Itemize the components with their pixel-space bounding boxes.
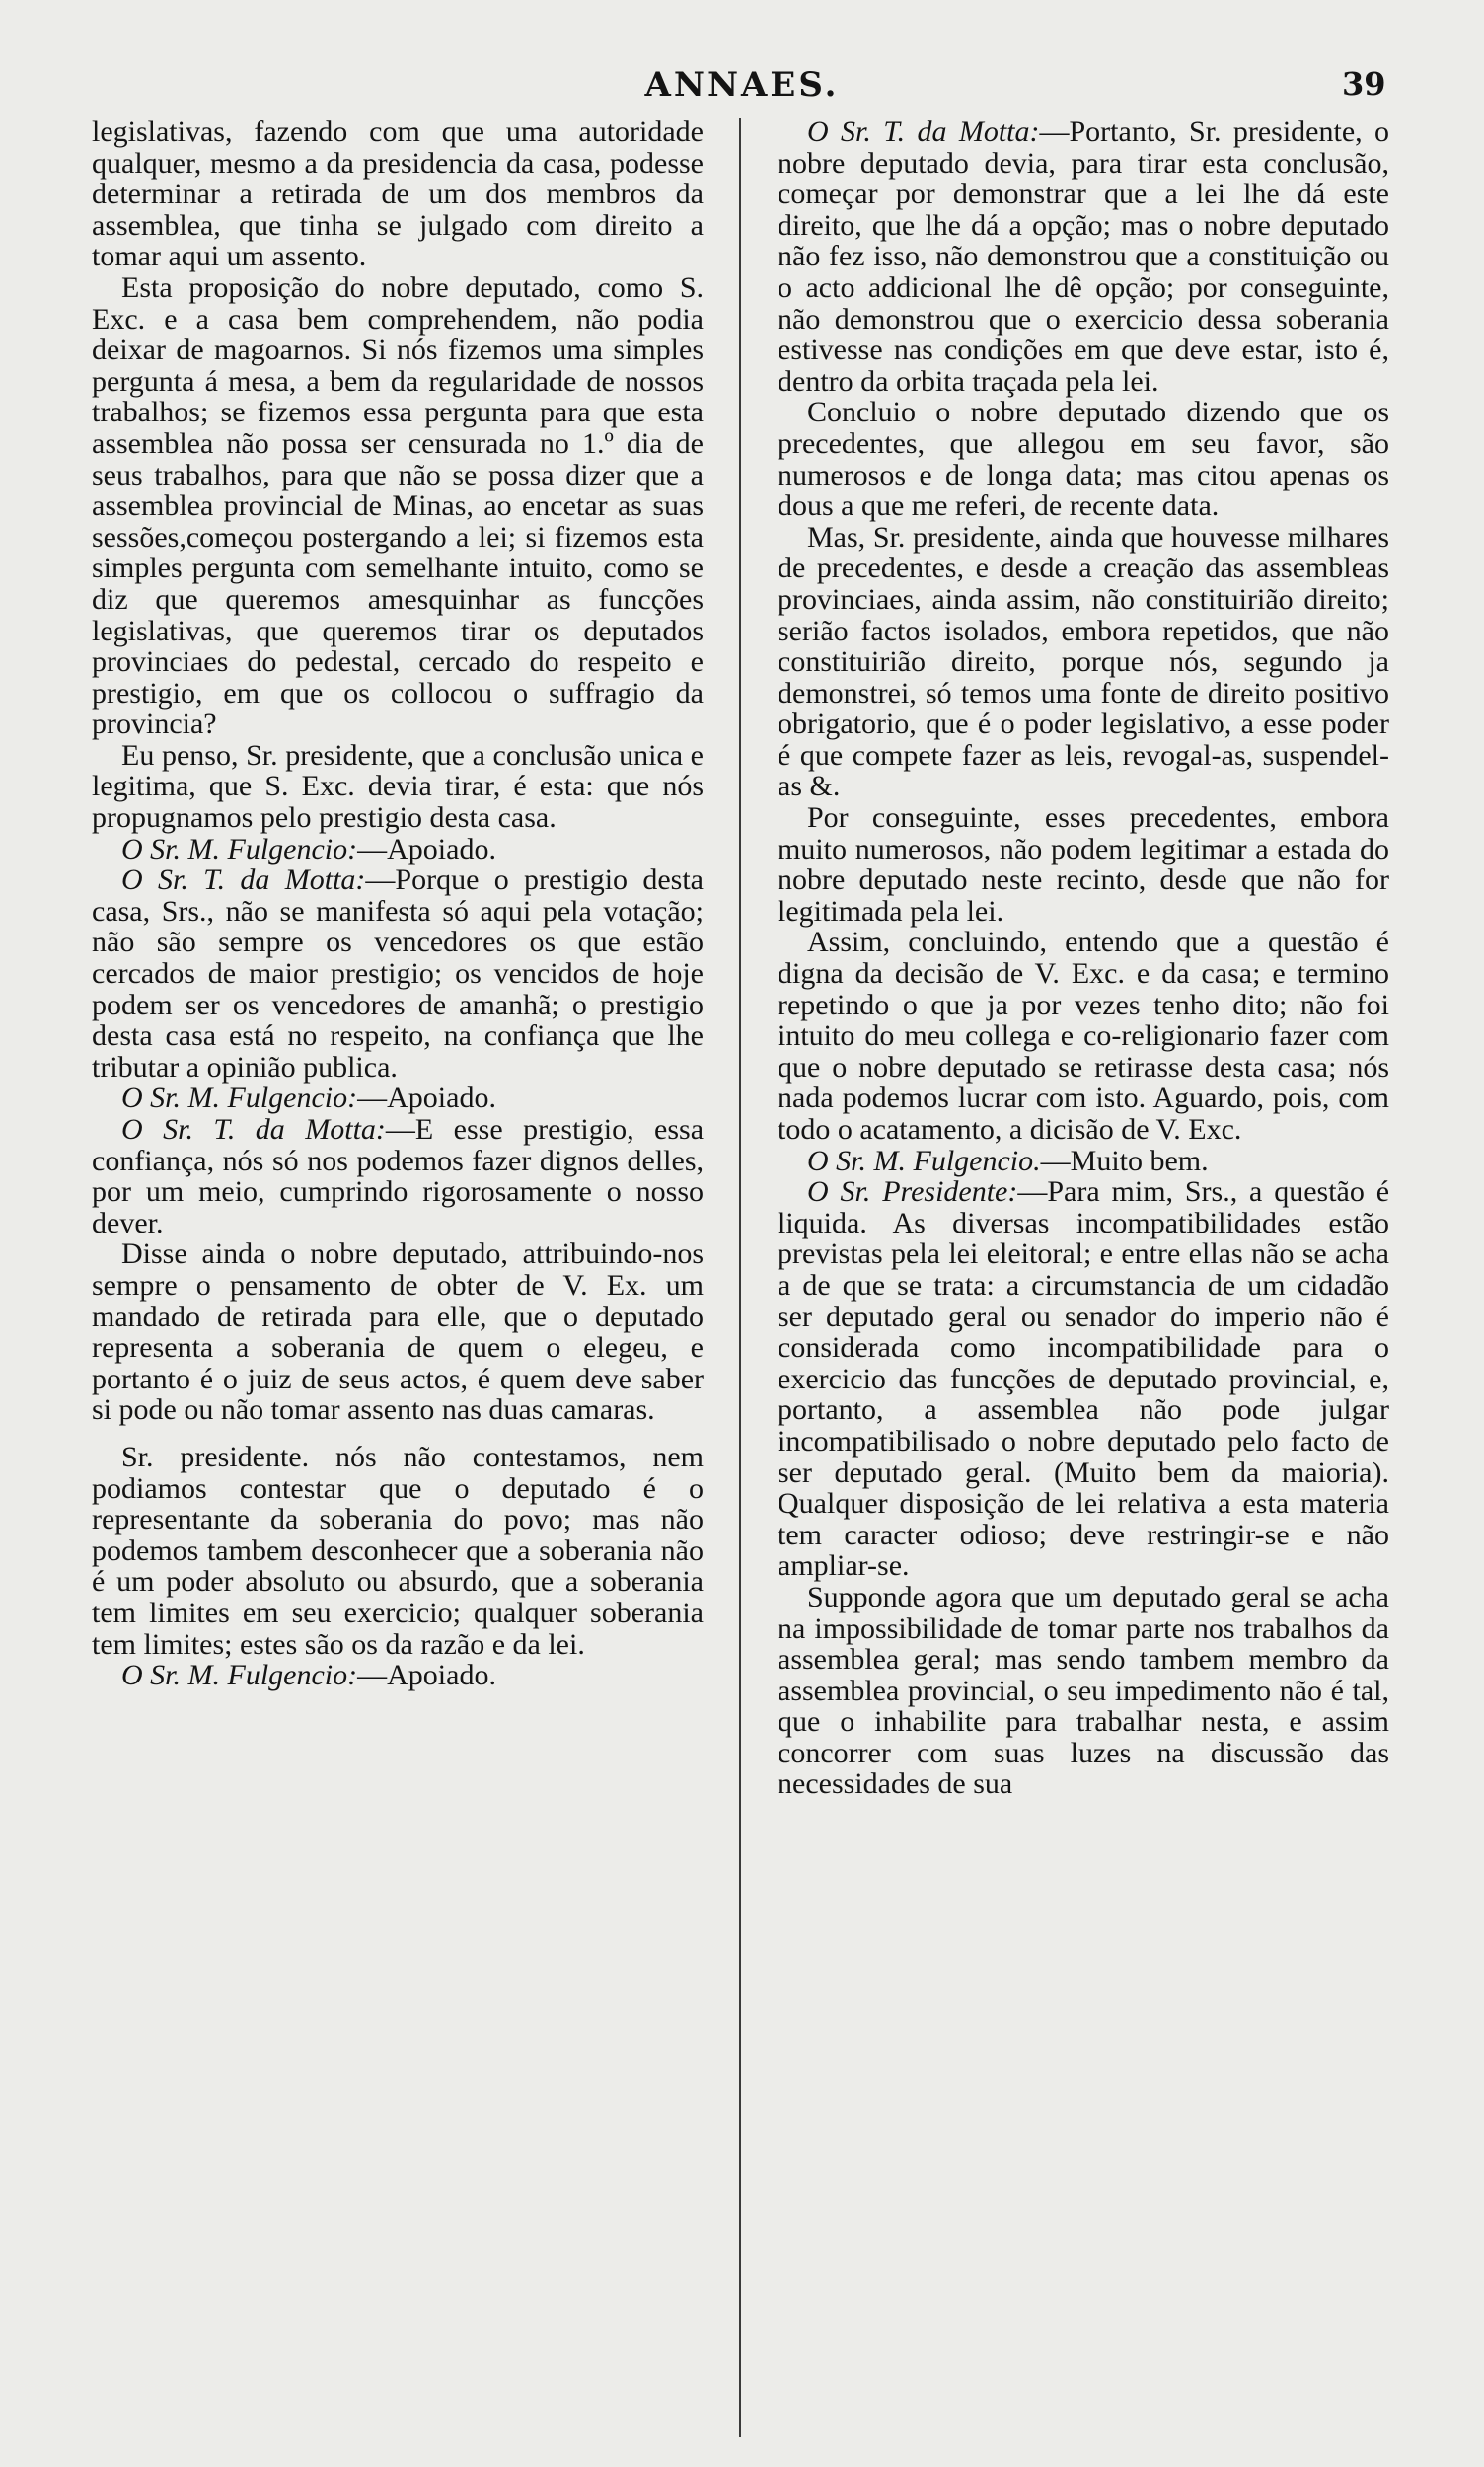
paragraph bbox=[778, 1582, 1389, 1800]
paragraph-text: —Apoiado. bbox=[357, 1659, 496, 1692]
paragraph-text: —Apoiado. bbox=[357, 832, 496, 865]
paragraph bbox=[92, 864, 704, 1083]
speaker-name: O Sr. T. da Motta: bbox=[807, 115, 1040, 148]
paragraph-text: —Apoiado. bbox=[357, 1082, 496, 1115]
paragraph bbox=[778, 522, 1389, 802]
paragraph bbox=[778, 1176, 1389, 1582]
paragraph bbox=[92, 1442, 704, 1660]
paragraph-text: Esta proposição do nobre deputado, como S. Exc. e a casa bem comprehendem, não podia deixar de magoarnos. Si nós fizemos uma simples pergunta á mesa, a bem da regularidade de nossos trabalhos; se fizemos essa pergunta para que esta assemblea não possa ser censurada no 1.º dia de seus trabalhos, para que não se possa dizer que a assemblea provincial de Minas, ao encetar as suas sessões,começou postergando a lei; si fizemos esta simples pergunta com semelhante intuito, como se diz que queremos amesquinhar as funcções legislativas, que queremos tirar os deputados provinciaes do pedestal, cercado do respeito e prestigio, em que os collocou o suffragio da provincia? bbox=[92, 270, 704, 741]
paragraph-text: Eu penso, Sr. presidente, que a conclusão unica e legitima, que S. Exc. devia tirar, é esta: que nós propugnamos pelo prestigio desta casa. bbox=[92, 738, 704, 835]
paragraph-text: —E esse prestigio, essa confiança, nós só nos podemos fazer dignos delles, por um meio, cumprindo rigorosamente o nosso dever. bbox=[92, 1113, 705, 1239]
speaker-name: O Sr. T. da Motta: bbox=[121, 1113, 386, 1146]
right-column bbox=[778, 116, 1389, 1800]
paragraph-text: —Portanto, Sr. presidente, o nobre deputado devia, para tirar esta conclusão, começar por demonstrar que a lei lhe dá este direito, que lhe dá a opção; mas o nobre deputado não fez isso, não demonstrou que a constituição ou o acto addicional lhe dê opção; por conseguinte, não demonstrou que o exercicio dessa soberania estivesse nas condições em que deve estar, isto é, dentro da orbita traçada pela lei. bbox=[778, 115, 1389, 398]
paragraph bbox=[778, 802, 1389, 927]
paragraph-text: legislativas, fazendo com que uma autoridade qualquer, mesmo a da presidencia da casa, podesse determinar a retirada de um dos membros da assemblea, que tinha se julgado com direito a tomar aqui um assento. bbox=[92, 115, 704, 273]
paragraph bbox=[778, 927, 1389, 1145]
paragraph-text: Supponde agora que um deputado geral se acha na impossibilidade de tomar parte nos trabalhos da assemblea geral; mas sendo tambem membro da assemblea provincial, o seu impedimento não é tal, que o inhabilite para trabalhar nesta, e assim concorrer com suas luzes na discussão das necessidades de sua bbox=[778, 1580, 1389, 1801]
paragraph-text: Assim, concluindo, entendo que a questão é digna da decisão de V. Exc. e da casa; e termino repetindo o que ja por vezes tenho dito; não foi intuito do meu collega e co-religionario fazer com que o nobre deputado se retirasse desta casa; nós nada podemos lucrar com isto. Aguardo, pois, com todo o acatamento, a dicisão de V. Exc. bbox=[778, 926, 1389, 1146]
speaker-name: O Sr. M. Fulgencio. bbox=[807, 1144, 1041, 1177]
paragraph bbox=[92, 1114, 704, 1238]
page-number: 39 bbox=[1342, 65, 1386, 103]
paragraph-text: —Para mim, Srs., a questão é liquida. As diversas incompatibilidades estão previstas pela lei eleitoral; e entre ellas não se acha a de que se trata: a circumstancia de um cidadão ser deputado geral ou senador do imperio não é considerada como incompatibilidade para o exercicio das funcções de deputado provincial, e, portanto, a assemblea não pode julgar incompatibilisado o nobre deputado pelo facto de ser deputado geral. (Muito bem da maioria). Qualquer disposição de lei relativa a esta materia tem caracter odioso; deve restringir-se e não ampliar-se. bbox=[778, 1175, 1390, 1583]
paragraph-text: Disse ainda o nobre deputado, attribuindo-nos sempre o pensamento de obter de V. Ex. um mandado de retirada para elle, que o deputado representa a soberania de quem o elegeu, e portanto é o juiz de seus actos, é quem deve saber si pode ou não tomar assento nas duas camaras. bbox=[92, 1237, 704, 1427]
paragraph bbox=[778, 116, 1389, 397]
speaker-name: O Sr. Presidente: bbox=[807, 1175, 1018, 1209]
paragraph-text: —Muito bem. bbox=[1040, 1144, 1209, 1177]
paragraph bbox=[92, 834, 704, 865]
speaker-name: O Sr. M. Fulgencio: bbox=[121, 832, 358, 865]
speaker-name: O Sr. T. da Motta: bbox=[121, 863, 366, 897]
paragraph-text: Concluio o nobre deputado dizendo que os precedentes, que allegou em seu favor, são numerosos e de longa data; mas citou apenas os dous a que me referi, de recente data. bbox=[778, 396, 1389, 523]
speaker-name: O Sr. M. Fulgencio: bbox=[121, 1082, 358, 1115]
paragraph bbox=[92, 1238, 704, 1426]
paragraph-text: Por conseguinte, esses precedentes, embora muito numerosos, não podem legitimar a estada do nobre deputado neste recinto, desde que não for legitimada pela lei. bbox=[778, 801, 1389, 928]
paragraph bbox=[92, 116, 704, 272]
paragraph bbox=[92, 1660, 704, 1691]
left-column bbox=[92, 116, 704, 1691]
paragraph bbox=[92, 1083, 704, 1114]
page-header-title: ANNAES. bbox=[644, 65, 840, 105]
paragraph bbox=[92, 740, 704, 834]
paragraph bbox=[778, 397, 1389, 521]
column-divider bbox=[739, 118, 741, 2437]
paragraph-text: —Porque o prestigio desta casa, Srs., não se manifesta só aqui pela votação; não são sempre os vencedores os que estão cercados de maior prestigio; os vencidos de hoje podem ser os vencedores de amanhã; o prestigio desta casa está no respeito, na confiança que lhe tributar a opinião publica. bbox=[92, 863, 705, 1084]
paragraph-text: Sr. presidente. nós não contestamos, nem podiamos contestar que o deputado é o representante da soberania do povo; mas não podemos tambem desconhecer que a soberania não é um poder absoluto ou absurdo, que a soberania tem limites em seu exercicio; qualquer soberania tem limites; estes são os da razão e da lei. bbox=[92, 1440, 704, 1661]
paragraph bbox=[778, 1146, 1389, 1177]
speaker-name: O Sr. M. Fulgencio: bbox=[121, 1659, 358, 1692]
paragraph-text: Mas, Sr. presidente, ainda que houvesse milhares de precedentes, e desde a creação das assembleas provinciaes, ainda assim, não constituirião direito; serião factos isolados, embora repetidos, que não constituirião direito, porque nós, segundo ja demonstrei, só temos uma fonte de direito positivo obrigatorio, que é o poder legislativo, a esse poder é que compete fazer as leis, revogal-as, suspendel-as &. bbox=[778, 520, 1389, 803]
paragraph bbox=[92, 272, 704, 740]
